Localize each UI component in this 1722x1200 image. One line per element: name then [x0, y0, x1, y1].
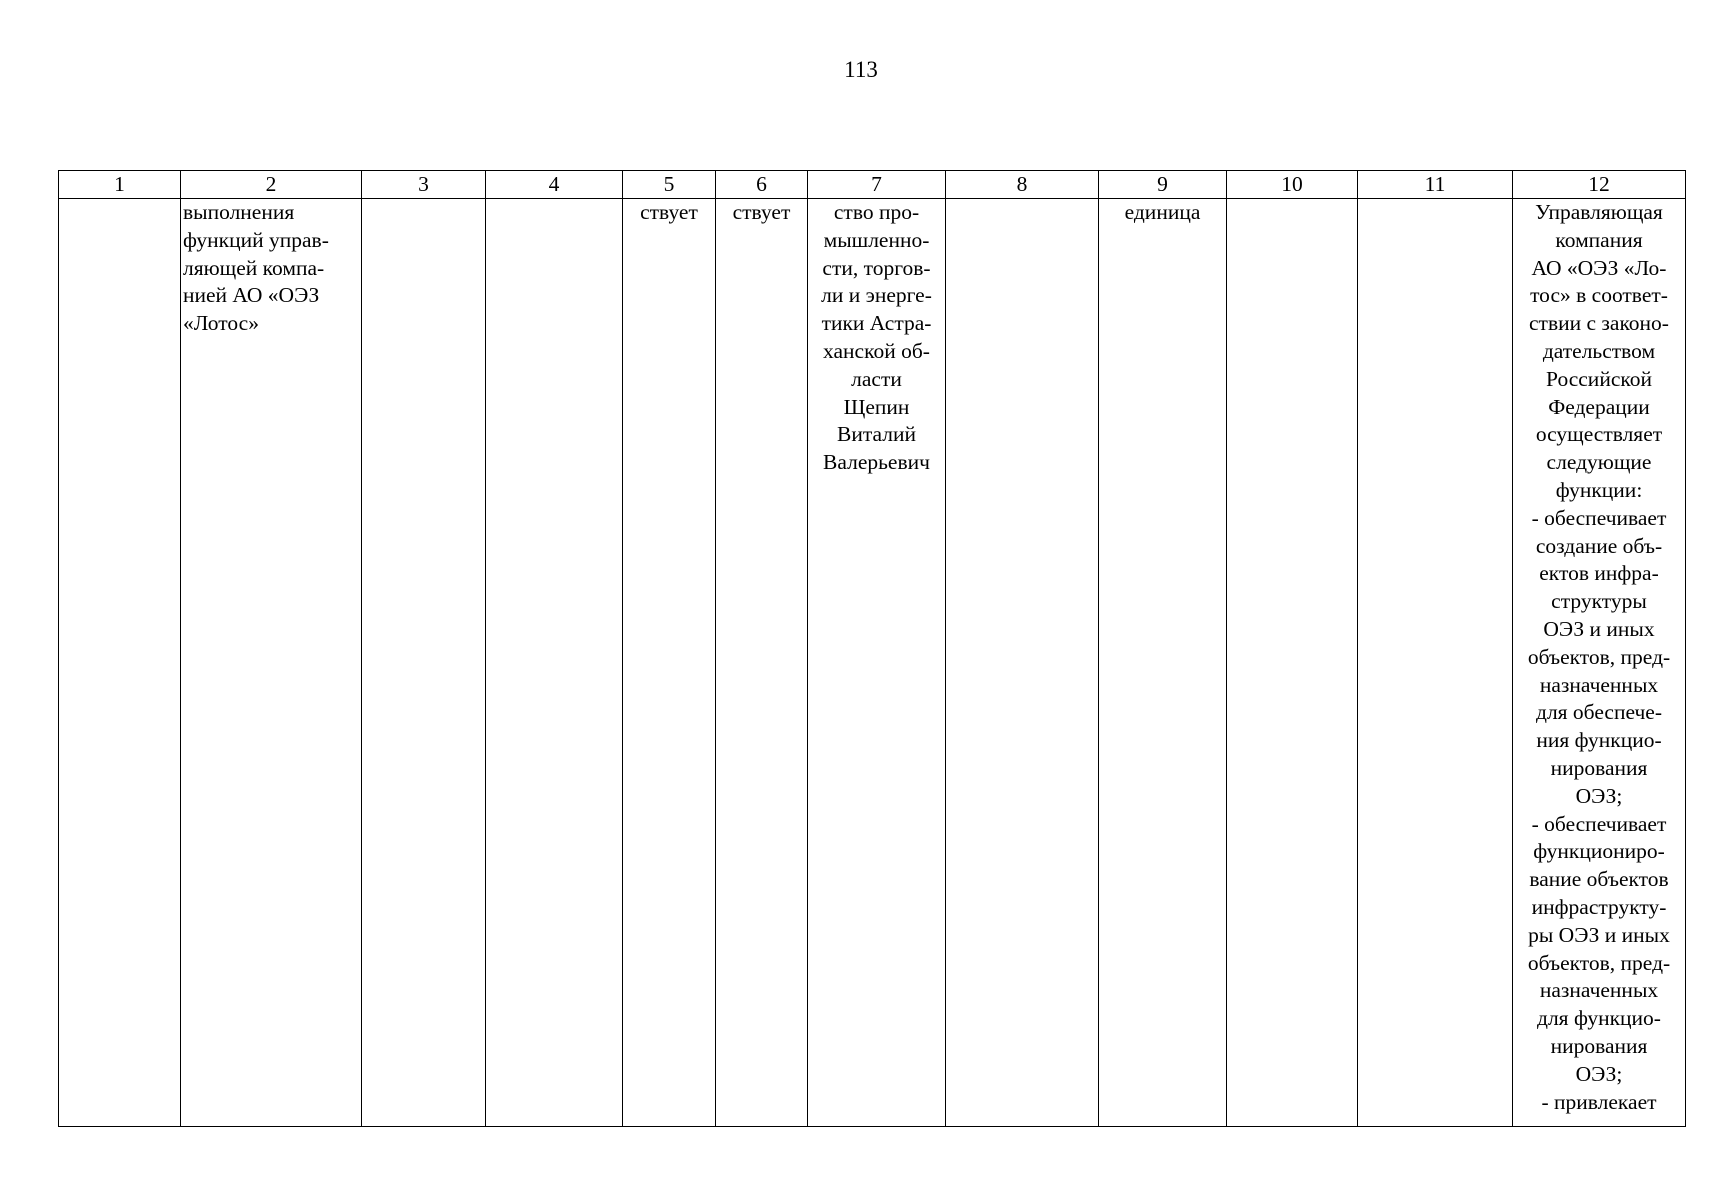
cell-col-11 — [1358, 199, 1513, 1127]
cell-col-2: выполнения функций управ- ляющей компа- нией АО «ОЭЗ «Лотос» — [181, 199, 362, 1127]
page-number: 113 — [844, 57, 878, 82]
column-header-6: 6 — [716, 171, 808, 199]
column-header-11: 11 — [1358, 171, 1513, 199]
column-header-12: 12 — [1513, 171, 1686, 199]
column-header-8: 8 — [946, 171, 1099, 199]
header-row — [59, 171, 1686, 199]
cell-col-10 — [1227, 199, 1358, 1127]
column-header-9: 9 — [1099, 171, 1227, 199]
data-table — [58, 170, 1686, 1127]
column-header-4: 4 — [486, 171, 623, 199]
cell-col-7: ство про- мышленно- сти, торгов- ли и энерге- тики Астра- ханской об- ласти Щепин Виталий Валерьевич — [808, 199, 946, 1127]
column-header-3: 3 — [362, 171, 486, 199]
column-header-1: 1 — [59, 171, 181, 199]
cell-col-1 — [59, 199, 181, 1127]
table-row — [59, 199, 1686, 1127]
cell-col-4 — [486, 199, 623, 1127]
cell-col-3 — [362, 199, 486, 1127]
column-header-7: 7 — [808, 171, 946, 199]
cell-col-6: ствует — [716, 199, 808, 1127]
cell-col-9: единица — [1099, 199, 1227, 1127]
cell-col-5: ствует — [623, 199, 716, 1127]
column-header-2: 2 — [181, 171, 362, 199]
column-header-5: 5 — [623, 171, 716, 199]
cell-col-12: Управляющая компания АО «ОЭЗ «Ло- тос» в соответ- ствии с законо- дательством Российской Федерации осуществляет следующие функции: - обеспечивает создание объ- ектов инфра- структуры ОЭЗ и иных объектов, пред- назначенных для обеспече- ния функцио- нирования ОЭЗ; - обеспечивает функциониро- вание объектов инфраструкту- ры ОЭЗ и иных объектов, пред- назначенных для функцио- нирования ОЭЗ; - привлекает — [1513, 199, 1686, 1127]
column-header-10: 10 — [1227, 171, 1358, 199]
cell-col-8 — [946, 199, 1099, 1127]
